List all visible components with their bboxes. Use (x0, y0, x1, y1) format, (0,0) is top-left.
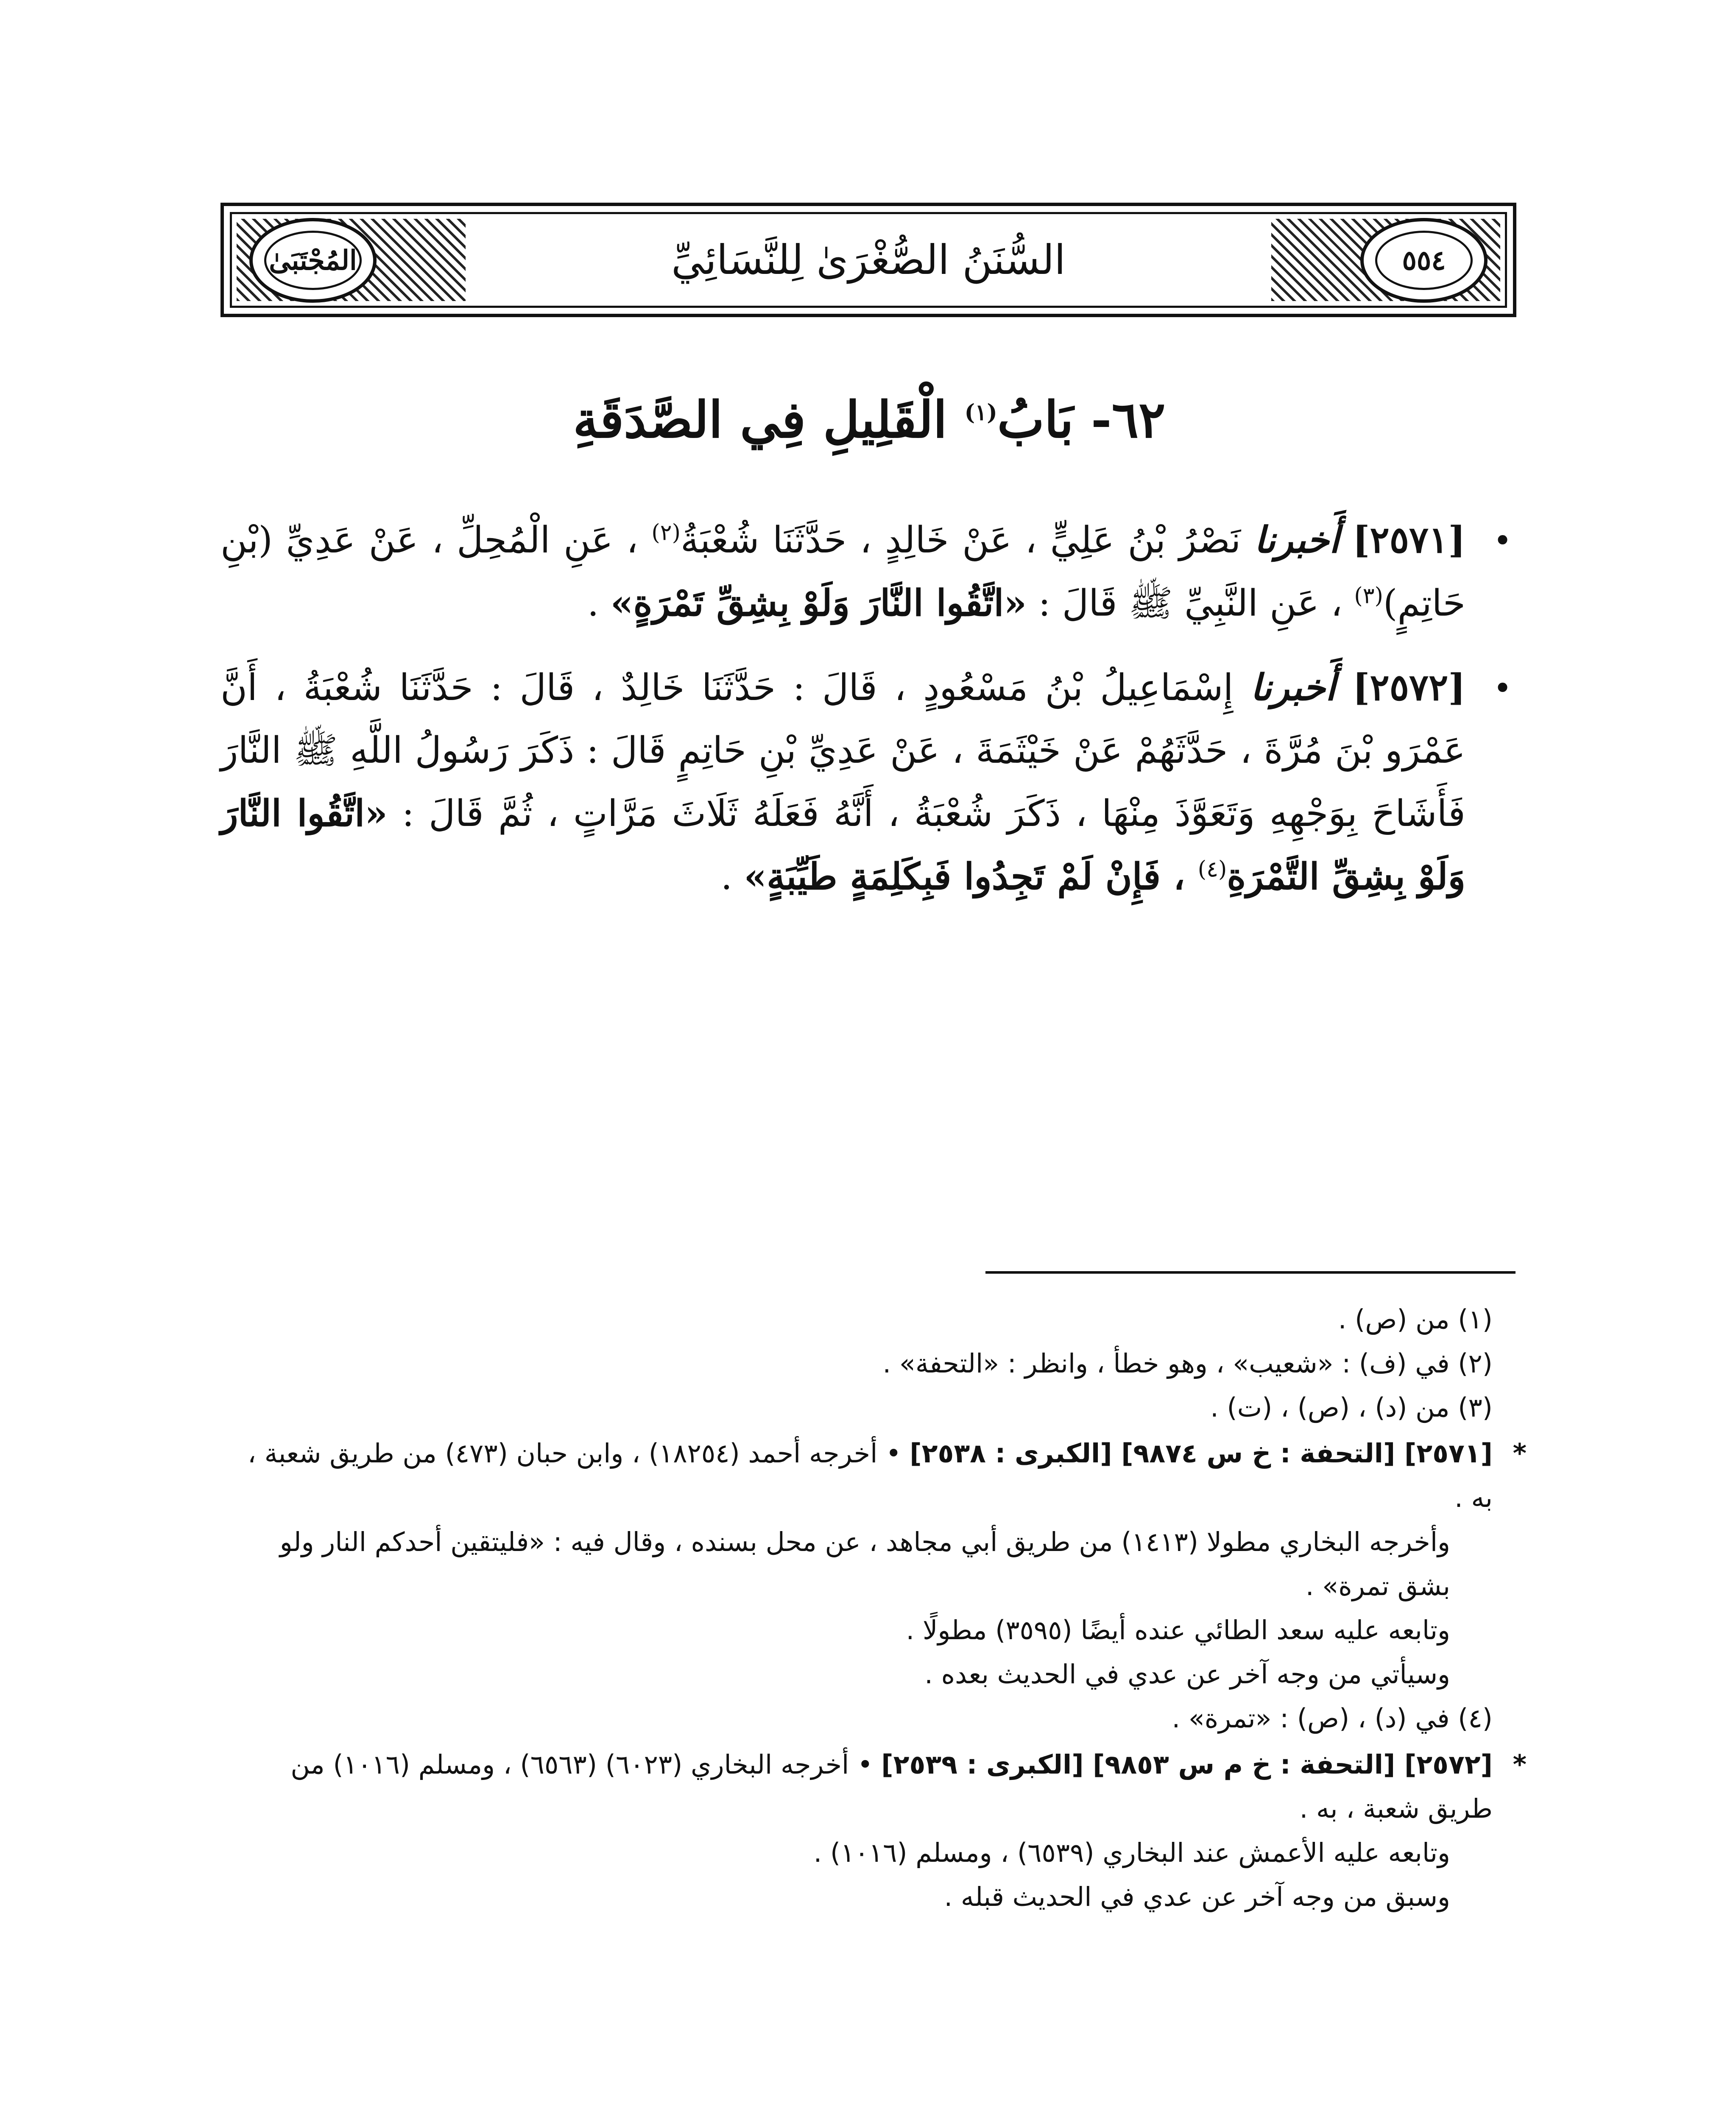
hadith-2571 (220, 509, 1516, 635)
hadith-text: ، عَنِ النَّبِيِّ ﷺ قَالَ : (1027, 582, 1354, 625)
hadith-end: . (587, 582, 611, 625)
asterisk-icon: * (1513, 1749, 1527, 1780)
asterisk-icon: * (1513, 1438, 1527, 1469)
prophetic-quote: «اتَّقُوا النَّارَ وَلَوْ بِشِقِّ تَمْرَةٍ» (610, 581, 1027, 625)
running-title: السُّنَنُ الصُّغْرَىٰ لِلنَّسَائِيِّ (521, 216, 1216, 304)
footnote-marker: (٣) (1354, 583, 1383, 609)
footnote: (١) من (ص) . (1338, 1304, 1493, 1335)
hadith-text: إِسْمَاعِيلُ بْنُ مَسْعُودٍ ، قَالَ : حَدَّثَنَا خَالِدٌ ، قَالَ : حَدَّثَنَا شُعْبَةُ ، أَنَّ عَمْرَو بْنَ مُرَّةَ ، حَدَّثَهُمْ عَنْ خَيْثَمَةَ ، عَنْ عَدِيِّ بْنِ حَاتِمٍ قَالَ : ذَكَرَ رَسُولُ اللَّهِ ﷺ النَّارَ فَأَشَاحَ بِوَجْهِهِ وَتَعَوَّذَ مِنْهَا ، ذَكَرَ شُعْبَةُ ، أَنَّهُ فَعَلَهُ ثَلَاثَ مَرَّاتٍ ، ثُمَّ قَالَ : (220, 666, 1465, 835)
footnote: (٣) من (د) ، (ص) ، (ت) . (1210, 1392, 1493, 1423)
hadith-number: [٢٥٧١] (1352, 519, 1465, 561)
prophetic-quote: ، فَإِنْ لَمْ تَجِدُوا فَبِكَلِمَةٍ طَيِّبَةٍ» (744, 855, 1198, 898)
bullet-icon: • (1493, 522, 1512, 559)
main-text (220, 509, 1516, 929)
takhrij-text: • أخرجه البخاري (٦٠٢٣) (٦٥٦٣) ، ومسلم (١٠١٦) من طريق شعبة ، به . (290, 1749, 1493, 1824)
hadith-2572 (220, 656, 1516, 909)
chapter-title-rest: الْقَلِيلِ فِي الصَّدَقَةِ (573, 390, 965, 449)
footnotes (220, 1297, 1527, 1919)
header-cartouche-right (1360, 218, 1488, 303)
takhrij-line: وتابعه عليه الأعمش عند البخاري (٦٥٣٩) ، ومسلم (١٠١٦) . (813, 1837, 1450, 1868)
hadith-number: [٢٥٧٢] (1352, 666, 1465, 709)
takhrij-reference: [٢٥٧٢] [التحفة : خ م س ٩٨٥٣] [الكبرى : ٢٥٣٩] (881, 1749, 1493, 1780)
footnote-divider (985, 1271, 1516, 1274)
takhrij-line: وسبق من وجه آخر عن عدي في الحديث قبله . (944, 1881, 1450, 1913)
footnote-marker: (١) (964, 399, 997, 426)
hadith-text: ، عَنِ الْمُحِلِّ ، عَنْ عَدِيِّ (بْنِ حَاتِمٍ) (220, 519, 1465, 625)
takhrij-text: • أخرجه أحمد (١٨٢٥٤) ، وابن حبان (٤٧٣) من طريق شعبة ، به . (247, 1438, 1493, 1513)
footnote-marker: (٤) (1197, 856, 1227, 882)
header-cartouche-left (249, 218, 377, 303)
hadith-intro: أَخبرنا (1254, 519, 1340, 561)
page-header (220, 203, 1516, 317)
hadith-end: . (720, 855, 744, 898)
takhrij-line: وتابعه عليه سعد الطائي عنده أيضًا (٣٥٩٥) مطولًا . (906, 1615, 1450, 1646)
page-number: ٥٥٤ (1375, 231, 1473, 290)
footnote-marker: (٢) (651, 520, 681, 546)
takhrij-2571 (220, 1431, 1527, 1520)
hadith-text: نَصْرُ بْنُ عَلِيٍّ ، عَنْ خَالِدٍ ، حَدَّثَنَا شُعْبَةُ (680, 519, 1254, 561)
bullet-icon: • (1493, 669, 1512, 707)
takhrij-reference: [٢٥٧١] [التحفة : خ س ٩٨٧٤] [الكبرى : ٢٥٣٨] (910, 1438, 1493, 1469)
footnote: (٤) في (د) ، (ص) : «تمرة» . (1172, 1703, 1493, 1734)
takhrij-line: وأخرجه البخاري مطولا (١٤١٣) من طريق أبي مجاهد ، عن محل بسنده ، وقال فيه : «فليتقين أحدكم النار ولو بشق تمرة» . (279, 1526, 1450, 1601)
chapter-heading (297, 390, 1442, 449)
takhrij-line: وسيأتي من وجه آخر عن عدي في الحديث بعده . (924, 1659, 1450, 1690)
book-subtitle: المُجْتَبَىٰ (264, 231, 362, 290)
chapter-title: ٦٢- بَابُ (997, 390, 1166, 449)
hadith-intro: أَخبرنا (1250, 666, 1336, 709)
footnote: (٢) في (ف) : «شعيب» ، وهو خطأ ، وانظر : «التحفة» . (882, 1348, 1493, 1379)
takhrij-2572 (220, 1743, 1527, 1831)
prophetic-quote: «اتَّقُوا النَّارَ وَلَوْ بِشِقِّ التَّمْرَةِ (220, 792, 1465, 898)
